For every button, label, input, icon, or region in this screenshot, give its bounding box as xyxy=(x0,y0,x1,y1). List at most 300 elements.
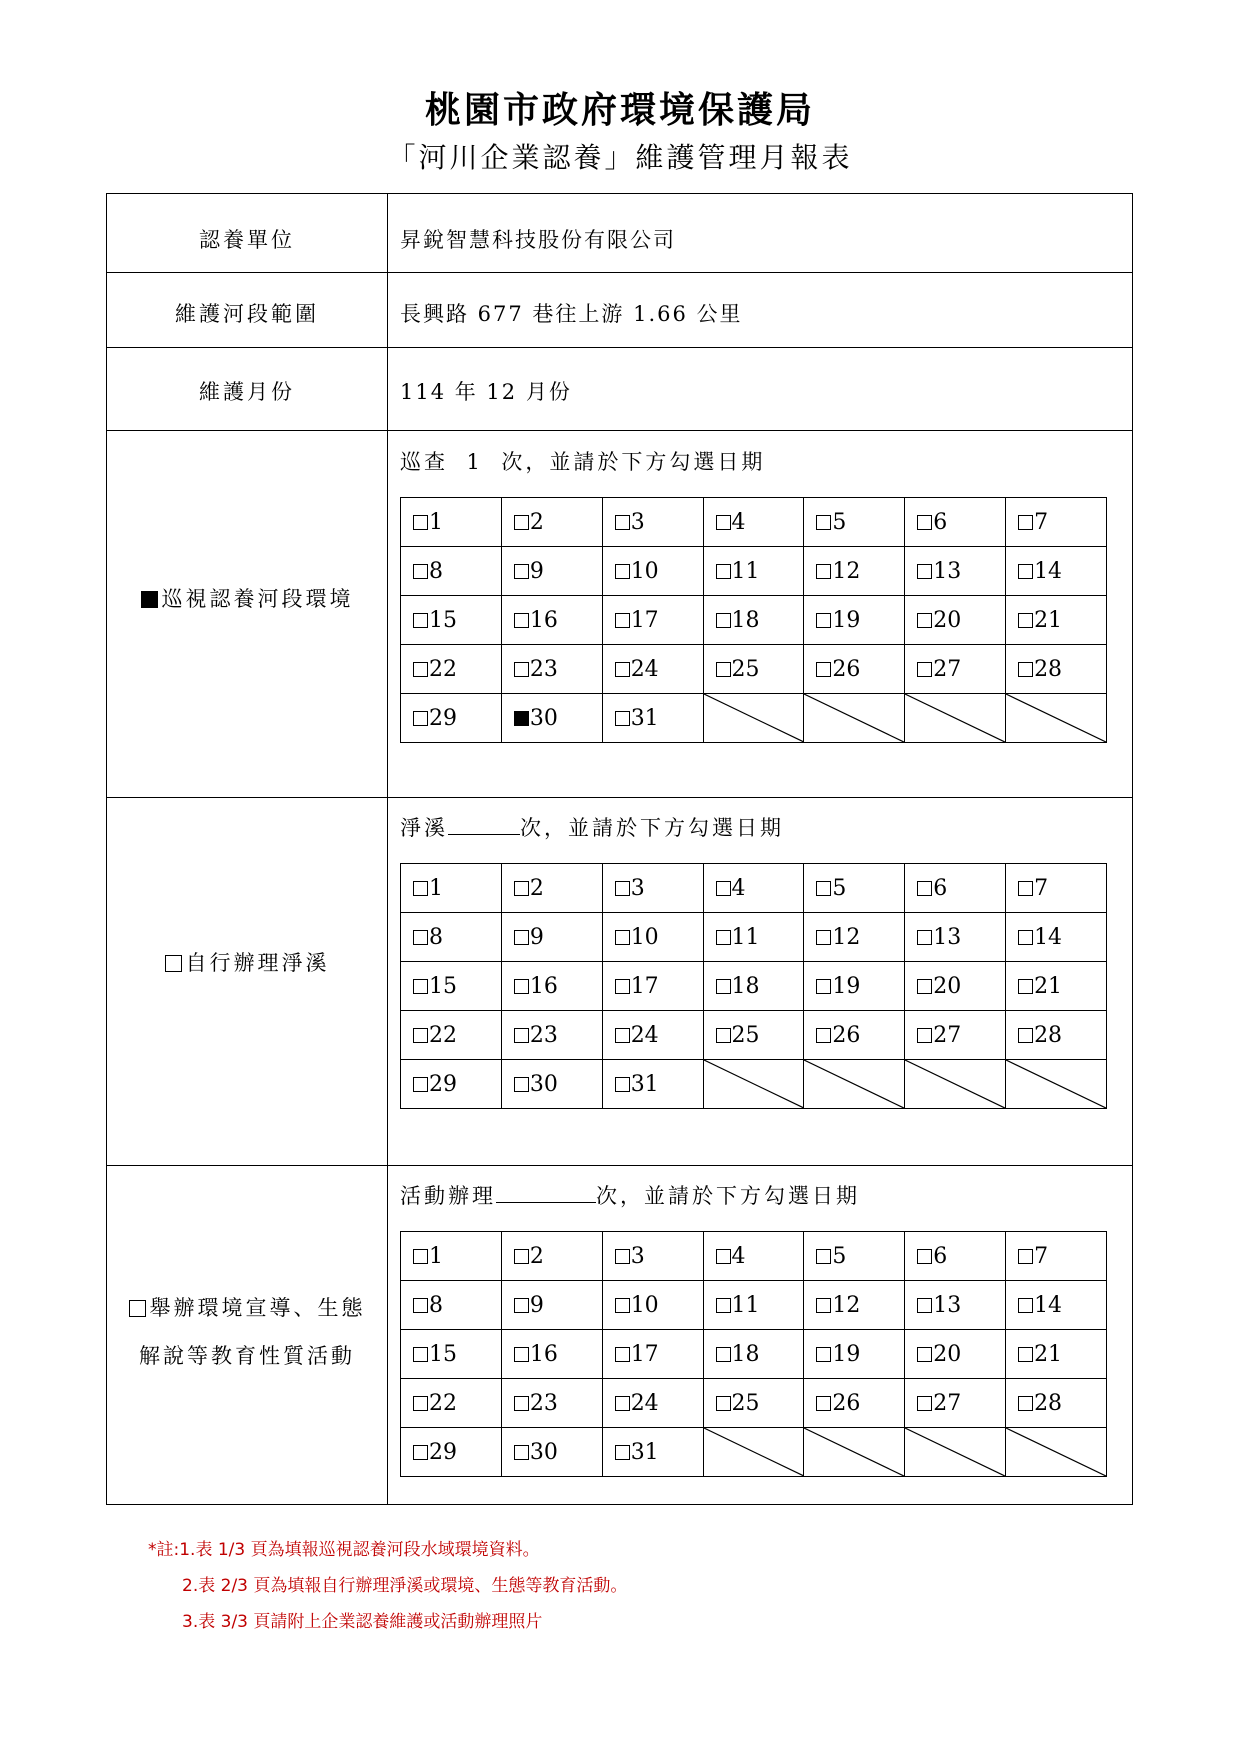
date-cell-26[interactable] xyxy=(804,645,905,694)
date-cell-11[interactable] xyxy=(703,1281,804,1330)
diagonal-strike xyxy=(905,1428,1005,1476)
empty-date-cell xyxy=(1006,1428,1107,1477)
cleanup-checkbox[interactable] xyxy=(165,955,182,972)
date-cell-15[interactable] xyxy=(401,962,502,1011)
footnotes xyxy=(148,1532,627,1640)
date-checkbox[interactable] xyxy=(413,979,428,994)
date-cell-13[interactable] xyxy=(905,913,1006,962)
date-checkbox[interactable] xyxy=(816,979,831,994)
date-checkbox[interactable] xyxy=(1018,1028,1033,1043)
date-checkbox[interactable] xyxy=(514,515,529,530)
diagonal-strike xyxy=(1006,1428,1106,1476)
date-cell-5[interactable] xyxy=(804,864,905,913)
date-checkbox[interactable] xyxy=(413,1445,428,1460)
date-checkbox[interactable] xyxy=(615,881,630,896)
date-cell-11[interactable] xyxy=(703,913,804,962)
date-checkbox[interactable] xyxy=(413,1396,428,1411)
date-checkbox[interactable] xyxy=(917,930,932,945)
date-label: 7 xyxy=(1034,875,1049,901)
date-cell-4[interactable] xyxy=(703,864,804,913)
date-cell-28[interactable] xyxy=(1006,1379,1107,1428)
date-label: 3 xyxy=(630,1243,645,1269)
date-checkbox[interactable] xyxy=(514,1396,529,1411)
date-cell-24[interactable] xyxy=(602,1011,703,1060)
date-cell-29[interactable] xyxy=(401,694,502,743)
date-label: 23 xyxy=(529,1390,558,1416)
date-checkbox[interactable] xyxy=(1018,564,1033,579)
date-label: 13 xyxy=(933,924,962,950)
diagonal-strike xyxy=(804,1060,904,1108)
diagonal-strike xyxy=(704,694,804,742)
date-label: 15 xyxy=(429,1341,457,1367)
date-cell-31[interactable] xyxy=(602,694,703,743)
date-grid-row xyxy=(401,1232,1107,1281)
date-label: 10 xyxy=(630,558,659,584)
date-checkbox[interactable] xyxy=(413,1298,428,1313)
date-cell-20[interactable] xyxy=(905,596,1006,645)
date-checkbox[interactable] xyxy=(615,1298,630,1313)
cleanup-date-grid xyxy=(400,863,1107,1109)
date-checkbox[interactable] xyxy=(1018,515,1033,530)
note-2: 2.表 2/3 頁為填報自行辦理淨溪或環境、生態等教育活動。 xyxy=(182,1576,628,1596)
date-label: 25 xyxy=(731,1022,760,1048)
date-checkbox[interactable] xyxy=(615,1347,630,1362)
date-cell-19[interactable] xyxy=(804,596,905,645)
date-cell-10[interactable] xyxy=(602,547,703,596)
date-label: 27 xyxy=(933,656,962,682)
cleanup-label: 自行辦理淨溪 xyxy=(107,939,387,987)
date-checkbox[interactable] xyxy=(1018,662,1033,677)
date-cell-21[interactable] xyxy=(1006,1330,1107,1379)
date-cell-5[interactable] xyxy=(804,498,905,547)
date-cell-22[interactable] xyxy=(401,1379,502,1428)
date-cell-2[interactable] xyxy=(501,864,602,913)
date-cell-18[interactable] xyxy=(703,596,804,645)
date-cell-9[interactable] xyxy=(501,1281,602,1330)
date-checkbox[interactable] xyxy=(413,1347,428,1362)
date-cell-8[interactable] xyxy=(401,547,502,596)
date-label: 12 xyxy=(832,1292,861,1318)
date-label: 3 xyxy=(630,509,645,535)
date-checkbox[interactable] xyxy=(917,613,932,628)
date-checkbox[interactable] xyxy=(1018,881,1033,896)
date-label: 14 xyxy=(1034,924,1063,950)
date-cell-16[interactable] xyxy=(501,596,602,645)
date-cell-30[interactable] xyxy=(501,1060,602,1109)
date-checkbox[interactable] xyxy=(716,881,731,896)
empty-date-cell xyxy=(1006,694,1107,743)
date-label: 25 xyxy=(731,656,760,682)
date-checkbox[interactable] xyxy=(816,881,831,896)
diagonal-strike xyxy=(804,694,904,742)
diagonal-strike xyxy=(704,1428,804,1476)
date-checkbox[interactable] xyxy=(716,515,731,530)
date-cell-28[interactable] xyxy=(1006,1011,1107,1060)
date-cell-17[interactable] xyxy=(602,596,703,645)
row-divider xyxy=(107,797,1132,798)
date-cell-2[interactable] xyxy=(501,498,602,547)
range-label: 維護河段範圍 xyxy=(175,302,319,326)
date-label: 23 xyxy=(529,656,558,682)
date-checkbox[interactable] xyxy=(514,1249,529,1264)
date-cell-27[interactable] xyxy=(905,1379,1006,1428)
date-cell-7[interactable] xyxy=(1006,1232,1107,1281)
date-checkbox[interactable] xyxy=(816,613,831,628)
date-checkbox[interactable] xyxy=(514,979,529,994)
date-cell-14[interactable] xyxy=(1006,547,1107,596)
date-label: 7 xyxy=(1034,1243,1049,1269)
date-cell-21[interactable] xyxy=(1006,962,1107,1011)
date-checkbox[interactable] xyxy=(716,1249,731,1264)
date-cell-22[interactable] xyxy=(401,645,502,694)
date-checkbox[interactable] xyxy=(413,930,428,945)
date-label: 26 xyxy=(832,1022,861,1048)
date-cell-18[interactable] xyxy=(703,1330,804,1379)
date-checkbox[interactable] xyxy=(917,881,932,896)
date-checkbox[interactable] xyxy=(413,1249,428,1264)
date-cell-12[interactable] xyxy=(804,913,905,962)
date-checkbox[interactable] xyxy=(917,1347,932,1362)
document-title: 桃園市政府環境保護局 xyxy=(424,89,815,131)
patrol-checkbox[interactable] xyxy=(141,591,158,608)
activity-count-line: 活動辦理 次，並請於下方勾選日期 xyxy=(400,1184,860,1208)
date-label: 28 xyxy=(1034,1022,1063,1048)
date-checkbox[interactable] xyxy=(615,613,630,628)
date-cell-25[interactable] xyxy=(703,1011,804,1060)
date-label: 21 xyxy=(1034,973,1063,999)
date-cell-15[interactable] xyxy=(401,596,502,645)
date-checkbox[interactable] xyxy=(514,1347,529,1362)
date-label: 31 xyxy=(630,1071,659,1097)
date-cell-23[interactable] xyxy=(501,645,602,694)
date-cell-4[interactable] xyxy=(703,498,804,547)
date-cell-13[interactable] xyxy=(905,1281,1006,1330)
date-cell-26[interactable] xyxy=(804,1011,905,1060)
date-cell-22[interactable] xyxy=(401,1011,502,1060)
date-checkbox[interactable] xyxy=(615,1028,630,1043)
diagonal-strike xyxy=(704,1060,804,1108)
date-grid-row xyxy=(401,1330,1107,1379)
date-checkbox[interactable] xyxy=(615,1445,630,1460)
date-cell-19[interactable] xyxy=(804,962,905,1011)
date-checkbox[interactable] xyxy=(1018,613,1033,628)
date-label: 2 xyxy=(529,875,544,901)
date-checkbox[interactable] xyxy=(917,1249,932,1264)
date-label: 13 xyxy=(933,1292,962,1318)
date-cell-14[interactable] xyxy=(1006,1281,1107,1330)
date-cell-31[interactable] xyxy=(602,1060,703,1109)
date-label: 29 xyxy=(429,1071,457,1097)
date-checkbox[interactable] xyxy=(615,1077,630,1092)
date-cell-1[interactable] xyxy=(401,498,502,547)
cleanup-count[interactable] xyxy=(448,816,520,835)
note-3: 3.表 3/3 頁請附上企業認養維護或活動辦理照片 xyxy=(182,1612,543,1632)
date-checkbox[interactable] xyxy=(716,1347,731,1362)
date-label: 18 xyxy=(731,1341,760,1367)
date-label: 22 xyxy=(429,1390,457,1416)
date-grid-row xyxy=(401,498,1107,547)
date-cell-8[interactable] xyxy=(401,913,502,962)
date-cell-3[interactable] xyxy=(602,864,703,913)
month-label: 維護月份 xyxy=(199,380,295,404)
date-cell-28[interactable] xyxy=(1006,645,1107,694)
date-checkbox[interactable] xyxy=(514,662,529,677)
date-checkbox[interactable] xyxy=(413,1077,428,1092)
date-checkbox[interactable] xyxy=(413,613,428,628)
date-label: 30 xyxy=(529,1071,558,1097)
date-checkbox[interactable] xyxy=(716,1396,731,1411)
date-checkbox[interactable] xyxy=(1018,979,1033,994)
date-label: 8 xyxy=(429,924,443,950)
date-label: 11 xyxy=(731,924,760,950)
date-checkbox[interactable] xyxy=(716,613,731,628)
date-grid-row xyxy=(401,1379,1107,1428)
date-cell-21[interactable] xyxy=(1006,596,1107,645)
date-cell-13[interactable] xyxy=(905,547,1006,596)
empty-date-cell xyxy=(905,1060,1006,1109)
date-checkbox[interactable] xyxy=(413,662,428,677)
activity-checkbox[interactable] xyxy=(129,1300,146,1317)
date-label: 4 xyxy=(731,509,746,535)
date-cell-25[interactable] xyxy=(703,1379,804,1428)
date-cell-6[interactable] xyxy=(905,864,1006,913)
date-cell-16[interactable] xyxy=(501,962,602,1011)
date-label: 17 xyxy=(630,973,659,999)
date-checkbox[interactable] xyxy=(1018,930,1033,945)
date-cell-27[interactable] xyxy=(905,1011,1006,1060)
date-cell-15[interactable] xyxy=(401,1330,502,1379)
date-checkbox[interactable] xyxy=(514,1077,529,1092)
date-checkbox[interactable] xyxy=(413,881,428,896)
date-cell-30[interactable] xyxy=(501,694,602,743)
date-cell-5[interactable] xyxy=(804,1232,905,1281)
date-cell-24[interactable] xyxy=(602,1379,703,1428)
date-checkbox[interactable] xyxy=(1018,1249,1033,1264)
date-cell-26[interactable] xyxy=(804,1379,905,1428)
date-checkbox[interactable] xyxy=(615,662,630,677)
date-cell-1[interactable] xyxy=(401,864,502,913)
date-label: 5 xyxy=(832,1243,847,1269)
date-cell-1[interactable] xyxy=(401,1232,502,1281)
date-checkbox[interactable] xyxy=(413,711,428,726)
date-grid-row xyxy=(401,1011,1107,1060)
date-checkbox[interactable] xyxy=(816,662,831,677)
date-cell-17[interactable] xyxy=(602,962,703,1011)
date-checkbox[interactable] xyxy=(514,1298,529,1313)
date-label: 4 xyxy=(731,875,746,901)
date-cell-6[interactable] xyxy=(905,498,1006,547)
date-checkbox[interactable] xyxy=(413,515,428,530)
date-checkbox[interactable] xyxy=(615,1249,630,1264)
date-label: 30 xyxy=(529,1439,558,1465)
date-label: 21 xyxy=(1034,1341,1063,1367)
date-cell-3[interactable] xyxy=(602,1232,703,1281)
date-checkbox[interactable] xyxy=(917,979,932,994)
date-label: 9 xyxy=(529,924,544,950)
date-label: 14 xyxy=(1034,1292,1063,1318)
date-grid-row xyxy=(401,864,1107,913)
date-checkbox[interactable] xyxy=(816,930,831,945)
date-label: 20 xyxy=(933,607,962,633)
date-checkbox[interactable] xyxy=(1018,1347,1033,1362)
date-cell-12[interactable] xyxy=(804,547,905,596)
date-label: 19 xyxy=(832,973,861,999)
date-checkbox[interactable] xyxy=(514,711,529,726)
date-cell-9[interactable] xyxy=(501,547,602,596)
date-cell-12[interactable] xyxy=(804,1281,905,1330)
date-checkbox[interactable] xyxy=(716,1298,731,1313)
date-label: 20 xyxy=(933,973,962,999)
empty-date-cell xyxy=(804,1060,905,1109)
date-checkbox[interactable] xyxy=(816,1249,831,1264)
date-cell-2[interactable] xyxy=(501,1232,602,1281)
date-label: 1 xyxy=(429,509,443,535)
date-label: 13 xyxy=(933,558,962,584)
date-label: 16 xyxy=(529,973,558,999)
row-divider xyxy=(107,272,1132,273)
date-label: 5 xyxy=(832,509,847,535)
date-cell-9[interactable] xyxy=(501,913,602,962)
date-checkbox[interactable] xyxy=(615,711,630,726)
date-label: 9 xyxy=(529,558,544,584)
date-checkbox[interactable] xyxy=(917,515,932,530)
date-checkbox[interactable] xyxy=(917,1396,932,1411)
date-checkbox[interactable] xyxy=(615,1396,630,1411)
date-label: 18 xyxy=(731,973,760,999)
activity-label: 舉辦環境宣導、生態 解說等教育性質活動 xyxy=(107,1284,387,1380)
date-cell-30[interactable] xyxy=(501,1428,602,1477)
date-label: 14 xyxy=(1034,558,1063,584)
column-divider xyxy=(387,194,388,1504)
date-label: 2 xyxy=(529,509,544,535)
date-cell-10[interactable] xyxy=(602,1281,703,1330)
date-cell-7[interactable] xyxy=(1006,498,1107,547)
date-checkbox[interactable] xyxy=(917,1298,932,1313)
date-label: 1 xyxy=(429,875,443,901)
date-cell-20[interactable] xyxy=(905,1330,1006,1379)
date-checkbox[interactable] xyxy=(514,881,529,896)
date-cell-18[interactable] xyxy=(703,962,804,1011)
date-checkbox[interactable] xyxy=(816,515,831,530)
date-cell-27[interactable] xyxy=(905,645,1006,694)
date-checkbox[interactable] xyxy=(716,662,731,677)
date-label: 16 xyxy=(529,1341,558,1367)
date-label: 15 xyxy=(429,607,457,633)
date-checkbox[interactable] xyxy=(615,930,630,945)
date-grid-row xyxy=(401,645,1107,694)
date-label: 31 xyxy=(630,1439,659,1465)
date-label: 12 xyxy=(832,558,861,584)
date-label: 27 xyxy=(933,1390,962,1416)
date-label: 7 xyxy=(1034,509,1049,535)
date-label: 8 xyxy=(429,1292,443,1318)
date-checkbox[interactable] xyxy=(615,564,630,579)
date-label: 29 xyxy=(429,705,457,731)
empty-date-cell xyxy=(703,1060,804,1109)
date-label: 17 xyxy=(630,607,659,633)
date-cell-14[interactable] xyxy=(1006,913,1107,962)
date-cell-17[interactable] xyxy=(602,1330,703,1379)
date-checkbox[interactable] xyxy=(917,662,932,677)
date-cell-19[interactable] xyxy=(804,1330,905,1379)
date-label: 3 xyxy=(630,875,645,901)
date-cell-11[interactable] xyxy=(703,547,804,596)
date-checkbox[interactable] xyxy=(514,613,529,628)
date-checkbox[interactable] xyxy=(716,564,731,579)
date-checkbox[interactable] xyxy=(716,1028,731,1043)
date-cell-7[interactable] xyxy=(1006,864,1107,913)
diagonal-strike xyxy=(905,694,1005,742)
activity-count[interactable] xyxy=(496,1184,596,1203)
empty-date-cell xyxy=(905,1428,1006,1477)
date-checkbox[interactable] xyxy=(514,1028,529,1043)
date-checkbox[interactable] xyxy=(615,979,630,994)
date-cell-6[interactable] xyxy=(905,1232,1006,1281)
date-cell-16[interactable] xyxy=(501,1330,602,1379)
date-checkbox[interactable] xyxy=(816,1347,831,1362)
date-label: 21 xyxy=(1034,607,1063,633)
empty-date-cell xyxy=(1006,1060,1107,1109)
diagonal-strike xyxy=(804,1428,904,1476)
date-checkbox[interactable] xyxy=(816,1298,831,1313)
date-cell-29[interactable] xyxy=(401,1060,502,1109)
date-cell-20[interactable] xyxy=(905,962,1006,1011)
date-label: 9 xyxy=(529,1292,544,1318)
date-checkbox[interactable] xyxy=(816,564,831,579)
date-label: 2 xyxy=(529,1243,544,1269)
date-cell-23[interactable] xyxy=(501,1379,602,1428)
month-value: 114 年 12 月份 xyxy=(400,380,572,404)
date-checkbox[interactable] xyxy=(514,930,529,945)
date-checkbox[interactable] xyxy=(816,1396,831,1411)
date-checkbox[interactable] xyxy=(413,1028,428,1043)
date-checkbox[interactable] xyxy=(1018,1298,1033,1313)
date-cell-8[interactable] xyxy=(401,1281,502,1330)
date-cell-4[interactable] xyxy=(703,1232,804,1281)
date-label: 11 xyxy=(731,1292,760,1318)
date-checkbox[interactable] xyxy=(1018,1396,1033,1411)
date-cell-3[interactable] xyxy=(602,498,703,547)
date-label: 30 xyxy=(529,705,558,731)
date-cell-23[interactable] xyxy=(501,1011,602,1060)
date-checkbox[interactable] xyxy=(716,930,731,945)
date-grid-row xyxy=(401,596,1107,645)
range-value: 長興路 677 巷往上游 1.66 公里 xyxy=(400,302,743,326)
date-checkbox[interactable] xyxy=(816,1028,831,1043)
date-checkbox[interactable] xyxy=(413,564,428,579)
date-label: 18 xyxy=(731,607,760,633)
date-checkbox[interactable] xyxy=(615,515,630,530)
date-cell-31[interactable] xyxy=(602,1428,703,1477)
diagonal-strike xyxy=(1006,694,1106,742)
patrol-count[interactable]: 1 xyxy=(466,450,483,474)
date-cell-25[interactable] xyxy=(703,645,804,694)
date-cell-29[interactable] xyxy=(401,1428,502,1477)
date-checkbox[interactable] xyxy=(917,1028,932,1043)
date-label: 31 xyxy=(630,705,659,731)
date-cell-10[interactable] xyxy=(602,913,703,962)
date-checkbox[interactable] xyxy=(917,564,932,579)
date-label: 20 xyxy=(933,1341,962,1367)
date-checkbox[interactable] xyxy=(716,979,731,994)
empty-date-cell xyxy=(804,694,905,743)
date-checkbox[interactable] xyxy=(514,1445,529,1460)
date-checkbox[interactable] xyxy=(514,564,529,579)
date-cell-24[interactable] xyxy=(602,645,703,694)
patrol-label: 巡視認養河段環境 xyxy=(107,575,387,623)
date-label: 26 xyxy=(832,1390,861,1416)
diagonal-strike xyxy=(905,1060,1005,1108)
